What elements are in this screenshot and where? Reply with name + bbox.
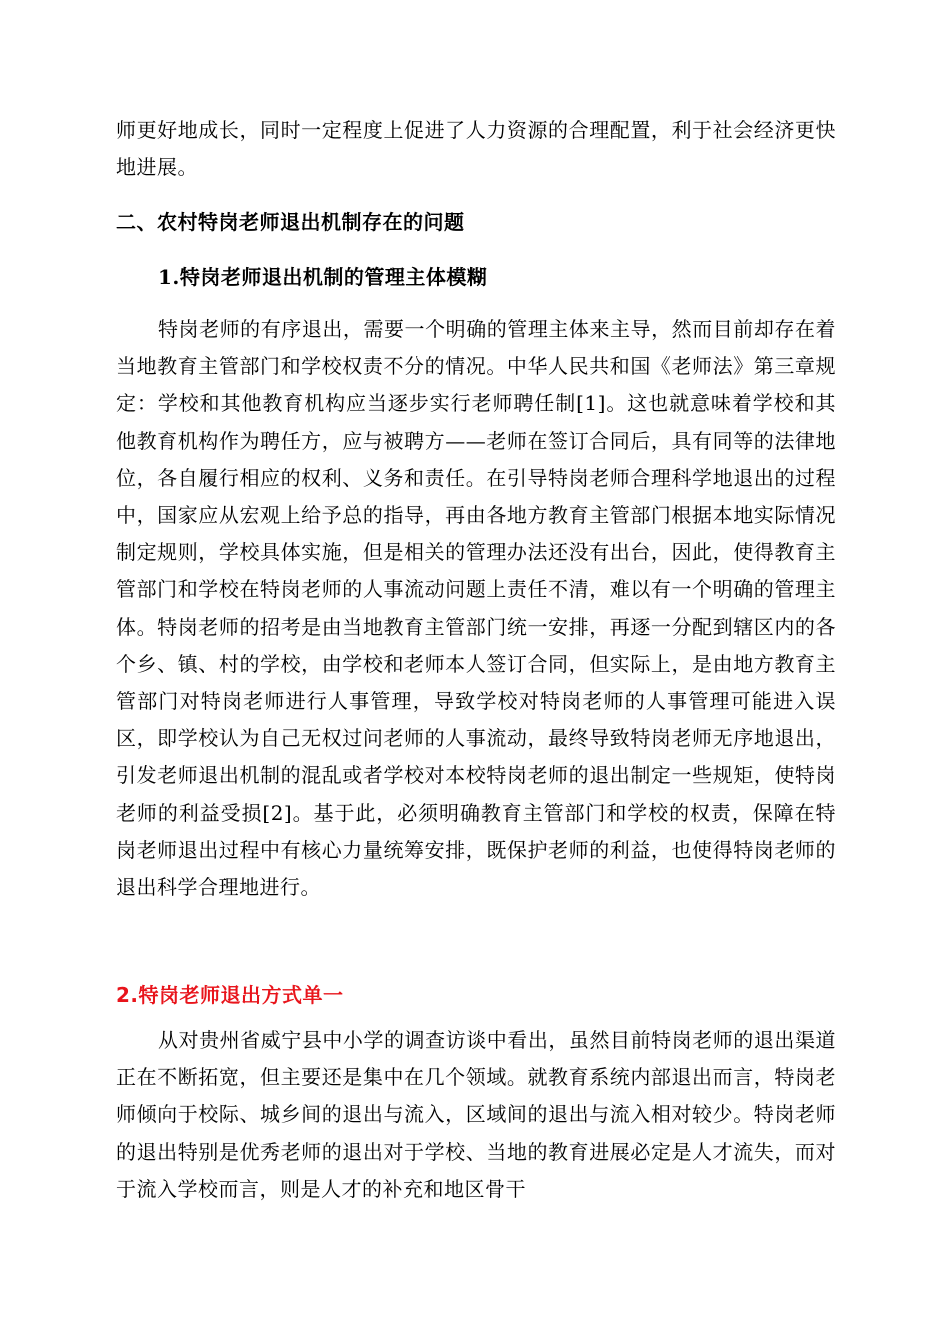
subheading-1-block: [116, 262, 836, 292]
intro-paragraph: 师更好地成长，同时一定程度上促进了人力资源的合理配置，利于社会经济更快地进展。: [116, 118, 836, 180]
section-heading-block: [116, 207, 836, 237]
paragraph-1-block: [116, 311, 836, 906]
subheading-management-subject: 1.特岗老师退出机制的管理主体模糊: [158, 265, 488, 289]
body-paragraph-1: 特岗老师的有序退出，需要一个明确的管理主体来主导，然而目前却存在着当地教育主管部门和学校权责不分的情况。中华人民共和国《老师法》第三章规定：学校和其他教育机构应当逐步实行老师聘任制[1]。这也就意味着学校和其他教育机构作为聘任方，应与被聘方——老师在签订合同后，具有同等的法律地位，各自履行相应的权利、义务和责任。在引导特岗老师合理科学地退出的过程中，国家应从宏观上给予总的指导，再由各地方教育主管部门根据本地实际情况制定规则，学校具体实施，但是相关的管理办法还没有出台，因此，使得教育主管部门和学校在特岗老师的人事流动问题上责任不清，难以有一个明确的管理主体。特岗老师的招考是由当地教育主管部门统一安排，再逐一分配到辖区内的各个乡、镇、村的学校，由学校和老师本人签订合同，但实际上，是由地方教育主管部门对特岗老师进行人事管理，导致学校对特岗老师的人事管理可能进入误区，即学校认为自己无权过问老师的人事流动，最终导致特岗老师无序地退出，引发老师退出机制的混乱或者学校对本校特岗老师的退出制定一些规矩，使特岗老师的利益受损[2]。基于此，必须明确教育主管部门和学校的权责，保障在特岗老师退出过程中有核心力量统筹安排，既保护老师的利益，也使得特岗老师的退出科学合理地进行。: [116, 317, 836, 900]
subheading-2-block: [116, 980, 836, 1010]
section-heading: 二、农村特岗老师退出机制存在的问题: [116, 210, 465, 234]
intro-block: [116, 112, 836, 186]
subheading-exit-method: 2.特岗老师退出方式单一: [116, 983, 344, 1007]
paragraph-2-block: [116, 1022, 836, 1208]
body-paragraph-2: 从对贵州省威宁县中小学的调查访谈中看出，虽然目前特岗老师的退出渠道正在不断拓宽，但主要还是集中在几个领域。就教育系统内部退出而言，特岗老师倾向于校际、城乡间的退出与流入，区域间的退出与流入相对较少。特岗老师的退出特别是优秀老师的退出对于学校、当地的教育进展必定是人才流失，而对于流入学校而言，则是人才的补充和地区骨干: [116, 1028, 836, 1201]
